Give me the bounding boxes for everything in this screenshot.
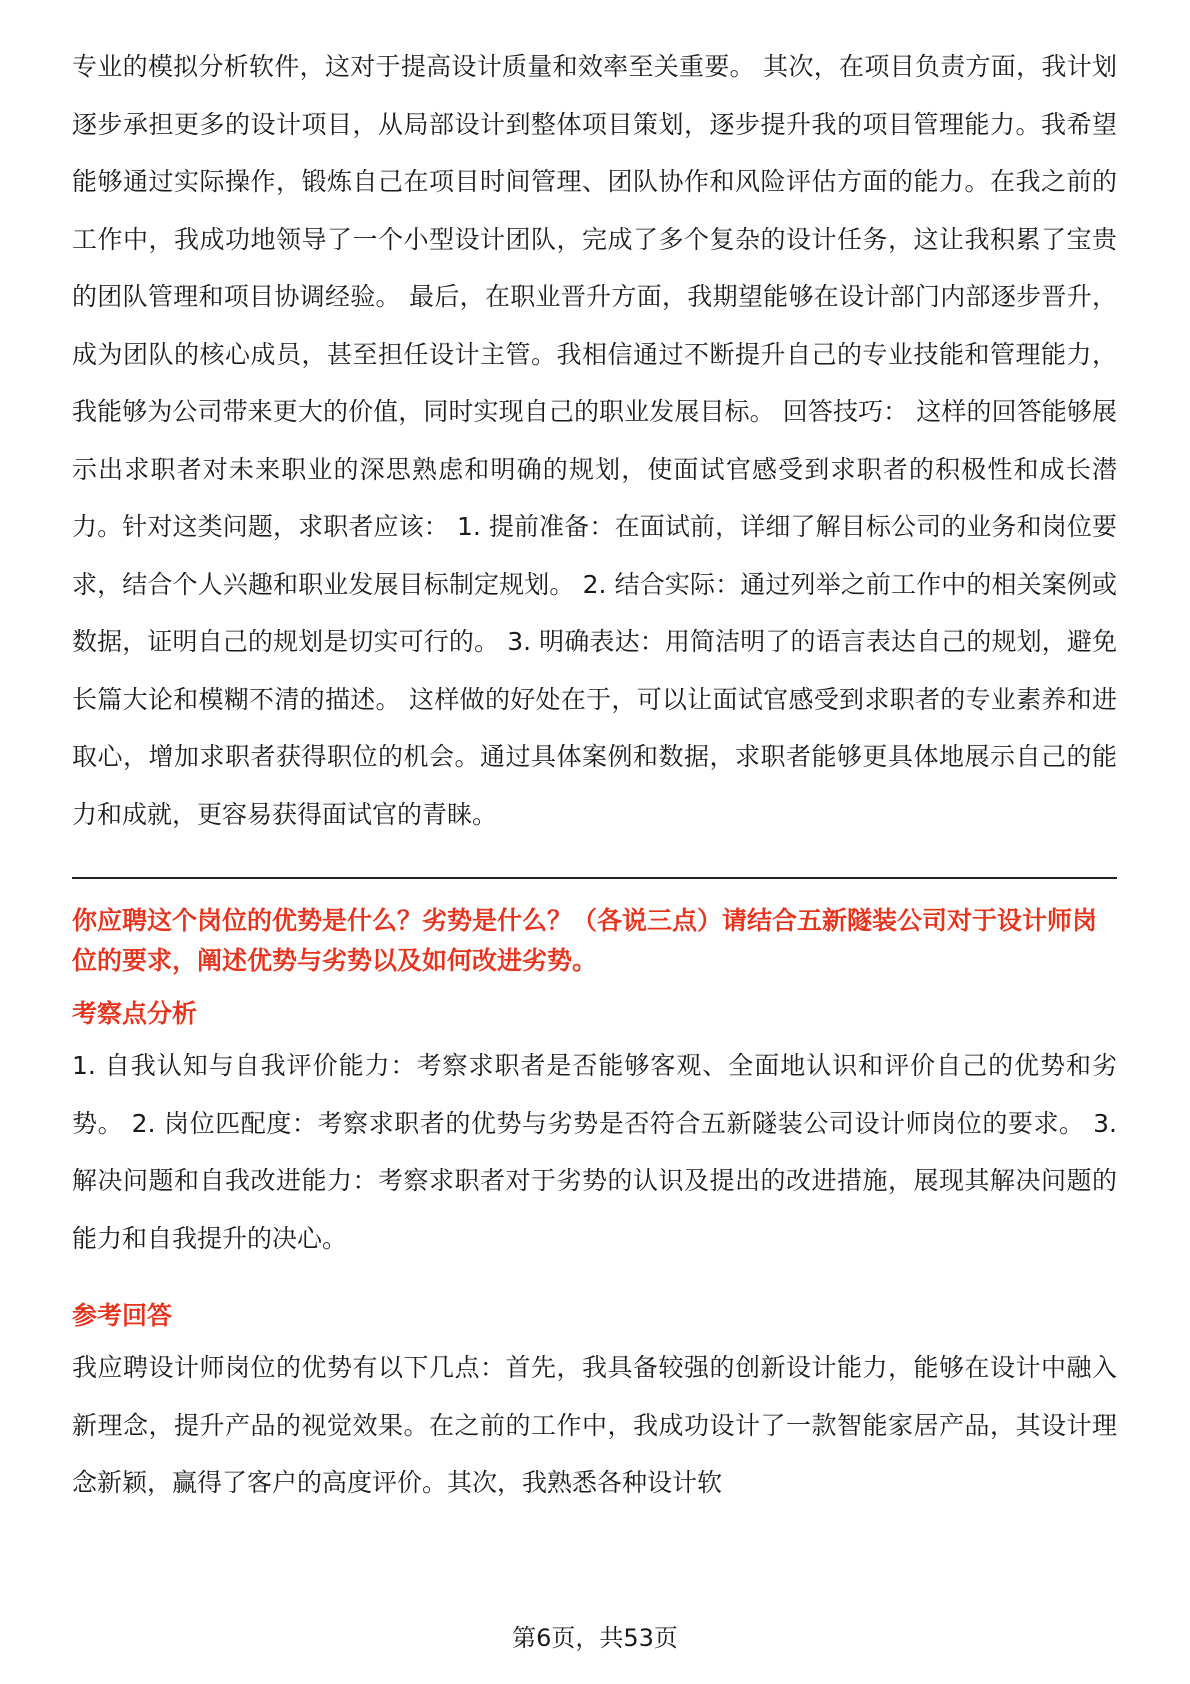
reference-answer-paragraph: 我应聘设计师岗位的优势有以下几点：首先，我具备较强的创新设计能力，能够在设计中融入新理念，提升产品的视觉效果。在之前的工作中，我成功设计了一款智能家居产品，其设计理念新颖，赢得了客户的高度评价。其次，我熟悉各种设计软 <box>72 1353 1117 1497</box>
interview-question: 你应聘这个岗位的优势是什么？劣势是什么？（各说三点）请结合五新隧装公司对于设计师岗位的要求，阐述优势与劣势以及如何改进劣势。 <box>72 906 1098 975</box>
section-gap <box>72 1267 1117 1297</box>
continued-answer-paragraph: 专业的模拟分析软件，这对于提高设计质量和效率至关重要。 其次，在项目负责方面，我计划逐步承担更多的设计项目，从局部设计到整体项目策划，逐步提升我的项目管理能力。我希望能够通过实际操作，锻炼自己在项目时间管理、团队协作和风险评估方面的能力。在我之前的工作中，我成功地领导了一个小型设计团队，完成了多个复杂的设计任务，这让我积累了宝贵的团队管理和项目协调经验。 最后，在职业晋升方面，我期望能够在设计部门内部逐步晋升，成为团队的核心成员，甚至担任设计主管。我相信通过不断提升自己的专业技能和管理能力，我能够为公司带来更大的价值，同时实现自己的职业发展目标。 回答技巧： 这样的回答能够展示出求职者对未来职业的深思熟虑和明确的规划，使面试官感受到求职者的积极性和成长潜力。针对这类问题，求职者应该： 1. 提前准备：在面试前，详细了解目标公司的业务和岗位要求，结合个人兴趣和职业发展目标制定规划。 2. 结合实际：通过列举之前工作中的相关案例或数据，证明自己的规划是切实可行的。 3. 明确表达：用简洁明了的语言表达自己的规划，避免长篇大论和模糊不清的描述。 这样做的好处在于，可以让面试官感受到求职者的专业素养和进取心，增加求职者获得职位的机会。通过具体案例和数据，求职者能够更具体地展示自己的能力和成就，更容易获得面试官的青睐。 <box>72 52 1117 829</box>
page-number: 第6页，共53页 <box>512 1624 678 1652</box>
analysis-heading: 考察点分析 <box>72 999 198 1028</box>
section-divider <box>72 877 1117 879</box>
analysis-paragraph: 1. 自我认知与自我评价能力：考察求职者是否能够客观、全面地认识和评价自己的优势和劣势。 2. 岗位匹配度：考察求职者的优势与劣势是否符合五新隧装公司设计师岗位的要求。 3. 解决问题和自我改进能力：考察求职者对于劣势的认识及提出的改进措施，展现其解决问题的能力和自我提升的决心。 <box>72 1051 1117 1253</box>
document-page <box>72 38 1117 1512</box>
reference-answer-heading: 参考回答 <box>72 1301 173 1330</box>
